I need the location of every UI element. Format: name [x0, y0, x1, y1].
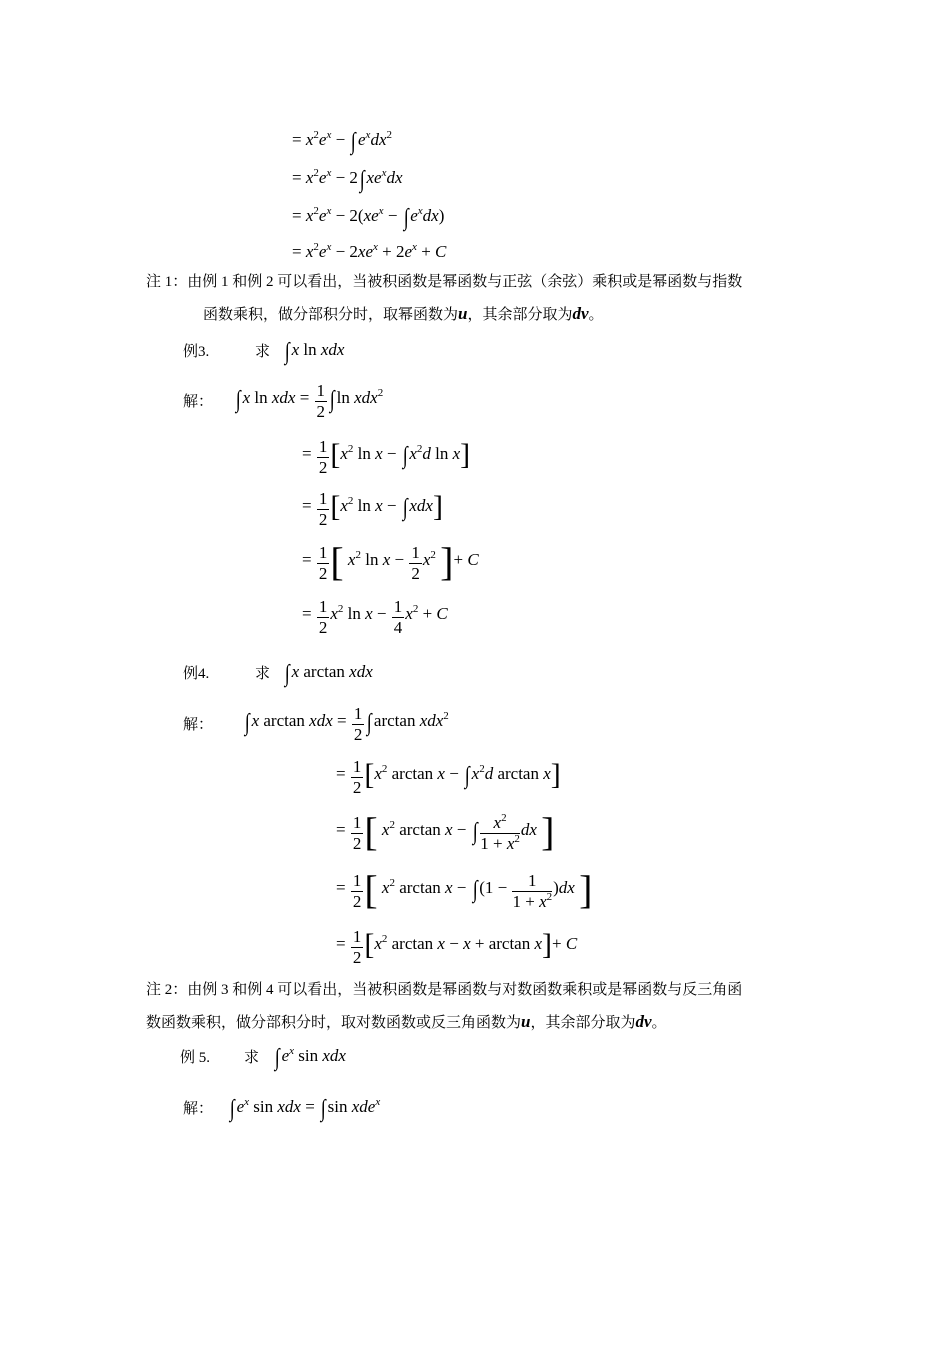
ex5-solution-label: 解：	[183, 1101, 214, 1117]
note2-text1: 注 2：由例 3 和例 4 可以看出，当被积函数是幂函数与对数函数乘积或是幂函数与反三角函	[146, 982, 743, 998]
eq-ex4-line5: = $\frac{1}{2}$ [$x^2$ arctan x − x + arctan x]+ C	[336, 927, 578, 967]
ex4-label: 例4.	[183, 666, 210, 682]
note1-tail: ，其余部分取为	[467, 307, 573, 323]
eq-ex3-line1: ∫ x ln xdx = $\frac{1}{2}$ ∫ ln xdx$^2$	[235, 381, 384, 421]
eq-ex2-line3: = $x^2e^x - 2(xe^x$ − ∫ $e^xdx$)	[292, 205, 445, 231]
dv-symbol-2: dv	[635, 1012, 652, 1031]
note2-line1	[146, 983, 742, 998]
eq-ex4-line3: = $\frac{1}{2}$ [ $x^2$ arctan x − ∫ $\frac{x^2}{1 + x^2}$ dx ]	[336, 809, 555, 854]
note2-tail: ，其余部分取为	[530, 1015, 636, 1031]
eq-ex3-line3: = $\frac{1}{2}$ [$x^2$ ln x − ∫ xdx]	[302, 489, 443, 529]
eq-ex2-line1: = $x^2e^x$ − ∫ $e^xdx^2$	[292, 129, 392, 155]
eq-ex4-line1: ∫ x arctan xdx = $\frac{1}{2}$ ∫ arctan xdx$^2$	[244, 704, 449, 744]
note1-line2	[203, 305, 604, 323]
note2-period: 。	[651, 1015, 667, 1031]
dv-symbol: dv	[572, 304, 589, 323]
eq-ex3-line5: = $\frac{1}{2}$ $x^2$ ln x − $\frac{1}{4}$ $x^2 + C$	[302, 597, 448, 637]
eq-ex4-line4: = $\frac{1}{2}$ [ $x^2$ arctan x − ∫ (1 − $\frac{1}{1 + x^2}$ )dx ]	[336, 867, 593, 912]
note2-line2	[146, 1013, 667, 1031]
ex5-problem: ∫ $e^x$ sin xdx	[274, 1045, 346, 1071]
ex4-seek: 求	[255, 666, 271, 682]
ex3-solution-label: 解：	[183, 394, 214, 410]
eq-ex4-line2: = $\frac{1}{2}$ [$x^2$ arctan x − ∫ $x^2d$ arctan x]	[336, 757, 561, 797]
note1-text1: 注 1：由例 1 和例 2 可以看出，当被积函数是幂函数与正弦（余弦）乘积或是幂函数与指数	[146, 274, 743, 290]
u-symbol: u	[458, 304, 468, 323]
ex3-seek: 求	[255, 344, 271, 360]
eq-ex5-line1: ∫ $e^x$ sin xdx = ∫ sin xde$^x$	[229, 1096, 381, 1122]
eq-ex3-line2: = $\frac{1}{2}$ [$x^2$ ln x − ∫ $x^2d$ ln x]	[302, 437, 471, 477]
ex3-label: 例3.	[183, 344, 210, 360]
ex5-label: 例 5.	[180, 1050, 211, 1066]
note2-text2: 数函数乘积，做分部积分时，取对数函数或反三角函数为	[146, 1015, 522, 1031]
eq-ex2-line4: = $x^2e^x - 2xe^x + 2e^x + C$	[292, 241, 447, 261]
ex4-solution-label: 解：	[183, 717, 214, 733]
note1-period: 。	[588, 307, 604, 323]
ex4-problem: ∫ x arctan xdx	[284, 661, 373, 687]
eq-ex2-line2: = $x^2e^x - 2\int$ $xe^xdx$	[292, 167, 403, 193]
eq-ex3-line4: = $\frac{1}{2}$ [ $x^2$ ln x − $\frac{1}{2}$ $x^2$ ]+ C	[302, 539, 479, 584]
note1-line1	[146, 275, 742, 290]
ex3-problem: ∫ x ln xdx	[284, 339, 345, 365]
u-symbol-2: u	[521, 1012, 531, 1031]
ex5-seek: 求	[244, 1050, 260, 1066]
note1-text2: 函数乘积，做分部积分时，取幂函数为	[203, 307, 459, 323]
